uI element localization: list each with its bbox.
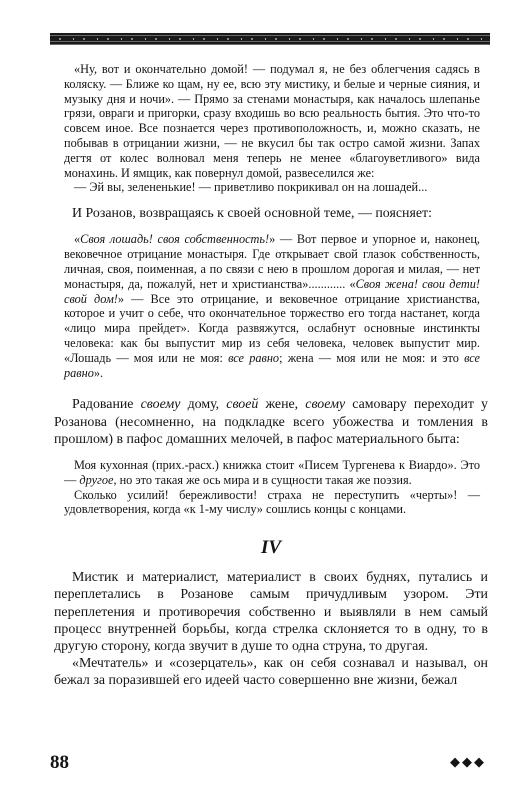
section-heading: IV: [260, 537, 282, 559]
page-footer: [50, 752, 490, 776]
diamond-ornament-icon: ◆◆◆: [450, 754, 486, 769]
body-paragraph-rozanov-intro: И Розанов, возвращаясь к своей основной теме, — поясняет:: [72, 206, 432, 222]
quote-paragraph: «Ну, вот и окончательно домой! — подумал я, не без облегчения садясь в коляску. — Ближе ко щам, ну ее, всю эту мистику, и белые и черные сияния, и музыку дня и ночи». — Прямо за стенами монастыря, как началось шлепанье грязи, овраги и пригорки, сразу входишь во всю реальность бытия. Это что-то совсем иное. Все познается через противоположность, и, можно сказать, не побывав в отрицании жизни, — не вкусил бы так остро самой жизни. Запах дегтя от колес волновал меня теперь не менее «благоуветливого» вида монахинь. И ямщик, как повернул домой, развеселился же:: [64, 62, 480, 180]
header-rule: [50, 33, 490, 45]
page-number: 88: [50, 752, 69, 773]
body-paragraph: Мистик и материалист, материалист в своих буднях, путались и переплетались в Розанове самым причудливым узором. Эти переплетения и противоречия собственно и выявляли в нем самый процесс внутренней борьбы, когда стрелка склоняется то в одну, то в другую сторону, когда звучит в душе то одна струна, то другая.: [54, 570, 488, 654]
page-content: [54, 62, 488, 690]
body-section-iv: [54, 569, 488, 689]
quote-paragraph: — Эй вы, зелененькие! — приветливо покрикивал он на лошадей...: [74, 180, 428, 195]
quote-block-monastery: [54, 62, 488, 195]
body-paragraph-rejoicing: Радование своему дому, своей жене, своему самовару переходит у Розанова (несомненно, на подкладке всего убожества и томления в прошлом) в пафос домашних мелочей, в пафос материального быта:: [54, 397, 489, 447]
quote-block-kitchen-book: Моя кухонная (прих.-расх.) книжка стоит «Писем Тургенева к Виардо». Это — другое, но это такая же ось мира и в сущности такая же поэзия. Сколько усилий! бережливости! страха не переступить «черты»! — удовлетворения, когда «к 1-му числу» сошлись концы с концами.: [64, 457, 480, 517]
quote-block-property: «Своя лошадь! своя собственность!» — Вот первое и упорное и, наконец, вековечное отрицание монастыря. Где открывает свой глазок собственность, личная, своя, поименная, а по связи с нею в прошлом дорогая и милая, — нет монастыря, да, пожалуй, нет и христианства»............ «Своя жена! свои дети! свой дом!» — Все это отрицание, и вековечное отрицание христианства, которое и учит о себе, что окончательное торжество его тогда настанет, когда «лицо мира прейдет». Когда развяжутся, ослабнут основные инстинкты человека: как бы выпустит мир из себя человека, человек выпустит мир. «Лошадь — моя или не моя: все равно; жена — моя или не моя: и это все равно».: [64, 232, 481, 380]
body-paragraph: «Мечтатель» и «созерцатель», как он себя сознавал и называл, он бежал за поразившей его идеей часто совершенно вне жизни, бежал: [54, 656, 488, 689]
